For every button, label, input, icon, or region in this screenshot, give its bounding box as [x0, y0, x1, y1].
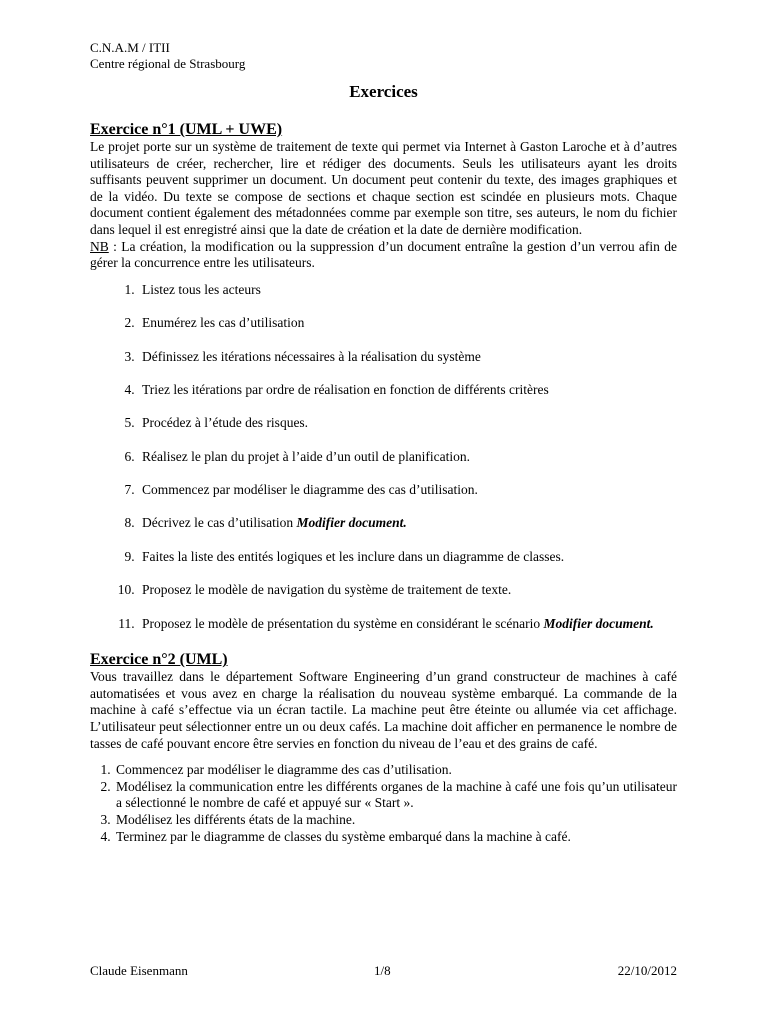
list-item: 3. Définissez les itérations nécessaires à la réalisation du système — [138, 349, 677, 366]
list-item: 5. Procédez à l’étude des risques. — [138, 415, 677, 432]
footer-date: 22/10/2012 — [617, 963, 677, 978]
exercise2-paragraph: Vous travaillez dans le département Software Engineering d’un grand constructeur de machines à café automatisées et vous avez en charge la réalisation du nouveau système embarqué. La commande de la machine à café s’effectue via un écran tactile. La machine peut être éteinte ou allumée via cet affichage. L’utilisateur peut sélectionner entre un ou deux cafés. La machine doit afficher en permanence le nombre de tasses de café pouvant encore être servies en fonction du niveau de l’eau et des grains de café. — [90, 669, 677, 751]
exercise1-title — [90, 120, 677, 139]
nb-label: NB — [90, 238, 109, 254]
list-item: 10. Proposez le modèle de navigation du système de traitement de texte. — [138, 582, 677, 599]
header-line-1: C.N.A.M / ITII — [90, 40, 170, 55]
list-item: 8. Décrivez le cas d’utilisation Modifier document. — [138, 515, 677, 532]
page-title: Exercices — [349, 82, 418, 101]
list-item: 1. Commencez par modéliser le diagramme des cas d’utilisation. — [114, 762, 677, 779]
exercise2-title-text: Exercice n°2 (UML) — [90, 651, 228, 669]
exercise1-text: Le projet porte sur un système de traitement de texte qui permet via Internet à Gaston Laroche et à d’autres utilisateurs de créer, rechercher, lire et rédiger des documents. Seuls les utilisateurs ayant les droits suffisants peuvent supprimer un document. Un document peut contenir du texte, des images graphiques et de la vidéo. Du texte se compose de sections et chaque section est scindée en plusieurs mots. Chaque document contient également des métadonnées comme par exemple son titre, ses auteurs, le nom du fichier dans lequel il est enregistré ainsi que la date de création et la date de dernière modification. — [90, 139, 677, 237]
footer-page-number: 1/8 — [374, 963, 391, 978]
list-item: 2. Enumérez les cas d’utilisation — [138, 315, 677, 332]
header-line-2: Centre régional de Strasbourg — [90, 56, 246, 71]
list-item: 11. Proposez le modèle de présentation du système en considérant le scénario Modifier document. — [138, 616, 677, 633]
emphasis: Modifier document. — [543, 615, 654, 631]
exercise2-questions — [90, 762, 677, 845]
list-item: 1. Listez tous les acteurs — [138, 282, 677, 299]
exercise1-title-text: Exercice n°1 (UML + UWE) — [90, 121, 283, 138]
list-item: 9. Faites la liste des entités logiques et les inclure dans un diagramme de classes. — [138, 549, 677, 566]
exercise1-questions — [90, 282, 677, 633]
footer-author: Claude Eisenmann — [90, 963, 188, 978]
list-item: 4. Terminez par le diagramme de classes du système embarqué dans la machine à café. — [114, 829, 677, 846]
exercise1-paragraph — [90, 139, 677, 272]
list-item: 6. Réalisez le plan du projet à l’aide d’un outil de planification. — [138, 449, 677, 466]
list-item: 4. Triez les itérations par ordre de réalisation en fonction de différents critères — [138, 382, 677, 399]
document-page — [90, 40, 677, 845]
list-item: 3. Modélisez les différents états de la machine. — [114, 812, 677, 829]
nb-text: : La création, la modification ou la suppression d’un document entraîne la gestion d’un verrou afin de gérer la concurrence entre les utilisateurs. — [90, 238, 677, 271]
list-item: 7. Commencez par modéliser le diagramme des cas d’utilisation. — [138, 482, 677, 499]
emphasis: Modifier document. — [296, 515, 407, 531]
list-item: 2. Modélisez la communication entre les différents organes de la machine à café une fois qu’un utilisateur a sélectionné le nombre de café et appuyé sur « Start ». — [114, 779, 677, 812]
exercise2-title — [90, 650, 677, 669]
